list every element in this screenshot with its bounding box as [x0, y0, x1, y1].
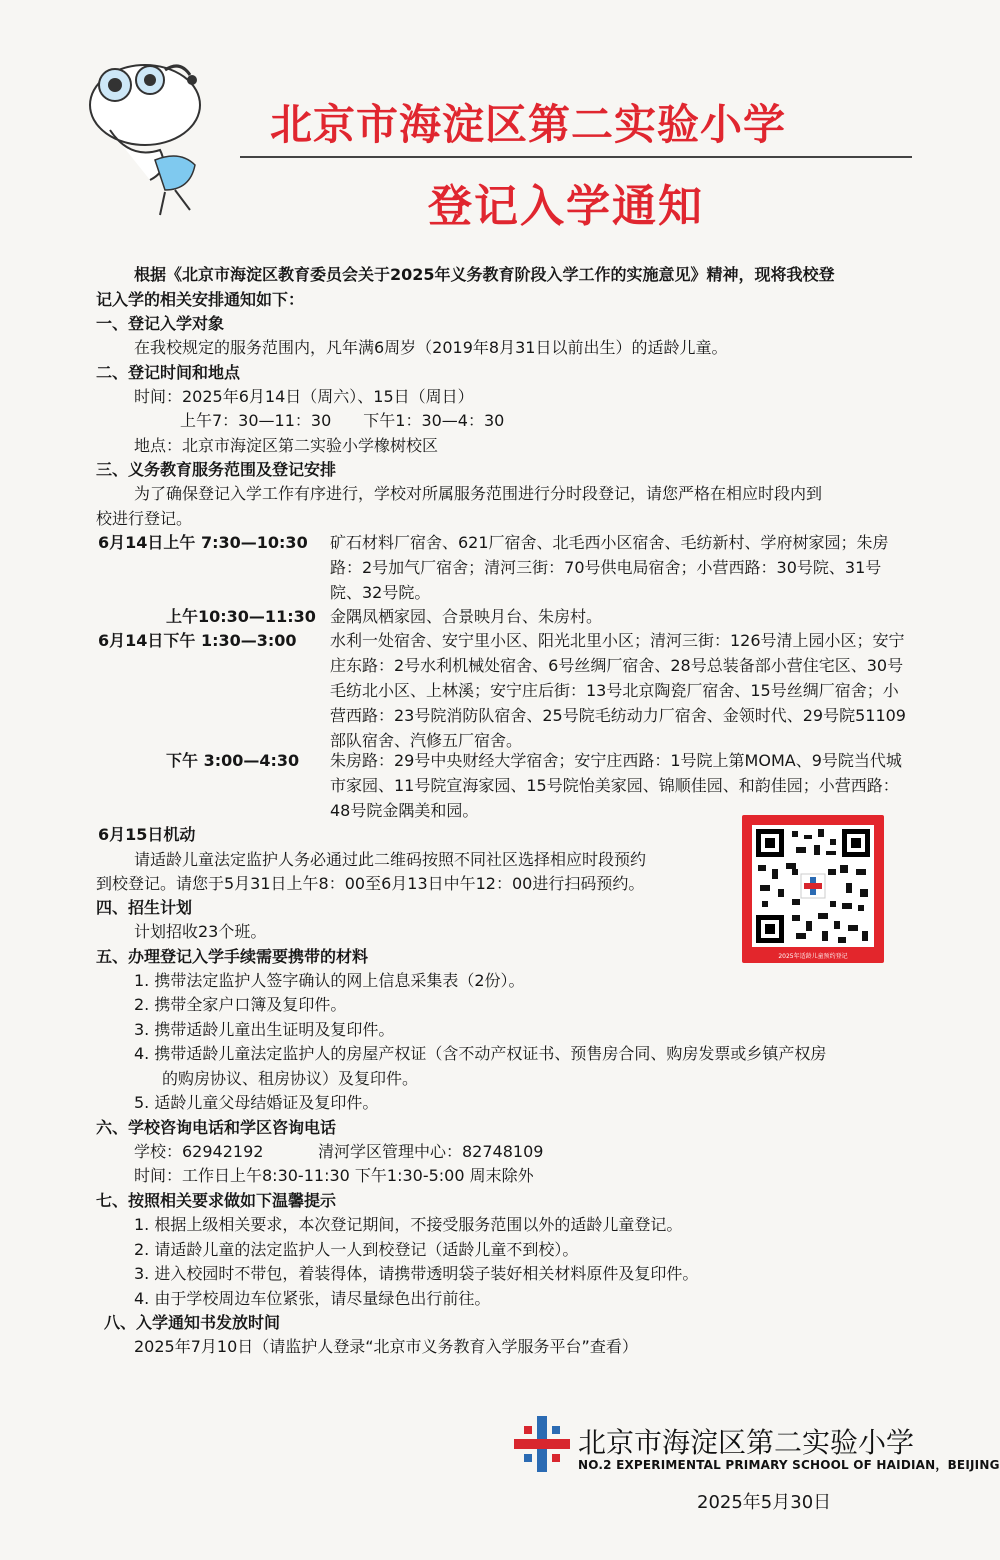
section-8-heading: 八、入学通知书发放时间	[104, 1313, 281, 1332]
intro-line-1: 根据《北京市海淀区教育委员会关于2025年义务教育阶段入学工作的实施意见》精神，现将我校登	[134, 265, 835, 284]
section-4-heading: 四、招生计划	[96, 898, 193, 917]
material-item-3: 3. 携带适龄儿童出生证明及复印件。	[134, 1020, 395, 1039]
section-1-heading: 一、登记入学对象	[96, 314, 225, 333]
title-divider	[240, 156, 912, 158]
june15-text-2: 到校登记。请您于5月31日上午8：00至6月13日中午12：00进行扫码预约。	[96, 874, 645, 893]
section-4-text: 计划招收23个班。	[134, 922, 267, 941]
tip-item-4: 4. 由于学校周边车位紧张，请尽量绿色出行前往。	[134, 1289, 491, 1308]
tip-item-2: 2. 请适龄儿童的法定监护人一人到校登记（适龄儿童不到校）。	[134, 1240, 579, 1259]
notice-title-school: 北京市海淀区第二实验小学	[270, 100, 787, 149]
slot-2-communities: 金隅凤栖家园、合景映月台、朱房村。	[330, 607, 603, 626]
registration-hours: 上午7：30—11：30 下午1：30—4：30	[180, 411, 505, 430]
school-logo-icon	[510, 1412, 574, 1476]
slot-4-communities: 朱房路：29号中央财经大学宿舍；安宁庄西路：1号院上第MOMA、9号院当代城市家园、11号院宣海家园、15号院怡美家园、锦顺佳园、和韵佳园；小营西路：48号院金隅美和园。	[330, 751, 902, 820]
section-7-heading: 七、按照相关要求做如下温馨提示	[96, 1191, 337, 1210]
slot-4-label: 下午 3:00—4:30	[166, 751, 300, 770]
mascot-illustration	[70, 40, 240, 220]
registration-time: 时间：2025年6月14日（周六）、15日（周日）	[134, 387, 474, 406]
slot-2-label: 上午10:30—11:30	[166, 607, 316, 626]
june15-text-1: 请适龄儿童法定监护人务必通过此二维码按照不同社区选择相应时段预约	[134, 850, 647, 869]
consult-hours: 时间：工作日上午8:30-11:30 下午1:30-5:00 周末除外	[134, 1166, 534, 1185]
material-item-1: 1. 携带法定监护人签字确认的网上信息采集表（2份）。	[134, 971, 525, 990]
slot-3-communities: 水利一处宿舍、安宁里小区、阳光北里小区；清河三街：126号清上园小区；安宁庄东路：2号水利机械处宿舍、6号丝绸厂宿舍、28号总装备部小营住宅区、30号毛纺北小区、上林溪；安宁庄后街：13号北京陶瓷厂宿舍、15号丝绸厂宿舍；小营西路：23号院消防队宿舍、25号院毛纺动力厂宿舍、金领时代、29号院51109部队宿舍、汽修五厂宿舍。	[330, 631, 906, 750]
registration-place: 地点：北京市海淀区第二实验小学橡树校区	[134, 436, 439, 455]
material-item-5: 5. 适龄儿童父母结婚证及复印件。	[134, 1093, 379, 1112]
intro-line-2: 记入学的相关安排通知如下：	[96, 290, 305, 309]
school-phone: 学校：62942192	[134, 1142, 264, 1161]
section-3-heading: 三、义务教育服务范围及登记安排	[96, 460, 337, 479]
qr-caption: 2025年适龄儿童预约登记	[778, 953, 848, 960]
slot-1-communities: 矿石材料厂宿舍、621厂宿舍、北毛西小区宿舍、毛纺新村、学府树家园；朱房路：2号加气厂宿舍；清河三街：70号供电局宿舍；小营西路：30号院、31号院、32号院。	[330, 533, 889, 602]
qr-code-icon	[752, 825, 874, 947]
section-1-text: 在我校规定的服务范围内，凡年满6周岁（2019年8月31日以前出生）的适龄儿童。	[134, 338, 728, 357]
district-phone: 清河学区管理中心：82748109	[318, 1142, 544, 1161]
slot-1-label: 6月14日上午 7:30—10:30	[98, 533, 308, 552]
footer-school-name-en: NO.2 EXPERIMENTAL PRIMARY SCHOOL OF HAIDIAN，BEIJING	[578, 1458, 1000, 1472]
section-2-heading: 二、登记时间和地点	[96, 363, 241, 382]
material-item-4: 4. 携带适龄儿童法定监护人的房屋产权证（含不动产权证书、预售房合同、购房发票或乡镇产权房	[134, 1044, 827, 1063]
registration-qr-code[interactable]	[742, 815, 884, 963]
section-6-heading: 六、学校咨询电话和学区咨询电话	[96, 1118, 337, 1137]
tip-item-3: 3. 进入校园时不带包，着装得体，请携带透明袋子装好相关材料原件及复印件。	[134, 1264, 699, 1283]
section-8-text: 2025年7月10日（请监护人登录“北京市义务教育入学服务平台”查看）	[134, 1337, 638, 1356]
section-3-text-1: 为了确保登记入学工作有序进行，学校对所属服务范围进行分时段登记，请您严格在相应时段内到	[134, 484, 823, 503]
notice-date: 2025年5月30日	[697, 1492, 832, 1513]
material-item-4-cont: 的购房协议、租房协议）及复印件。	[162, 1069, 419, 1088]
section-3-text-2: 校进行登记。	[96, 509, 193, 528]
material-item-2: 2. 携带全家户口簿及复印件。	[134, 995, 347, 1014]
slot-3-label: 6月14日下午 1:30—3:00	[98, 631, 297, 650]
tip-item-1: 1. 根据上级相关要求，本次登记期间，不接受服务范围以外的适龄儿童登记。	[134, 1215, 683, 1234]
section-5-heading: 五、办理登记入学手续需要携带的材料	[96, 947, 369, 966]
june15-heading: 6月15日机动	[98, 825, 196, 844]
footer-school-name: 北京市海淀区第二实验小学	[578, 1426, 915, 1459]
notice-title: 登记入学通知	[428, 181, 704, 232]
